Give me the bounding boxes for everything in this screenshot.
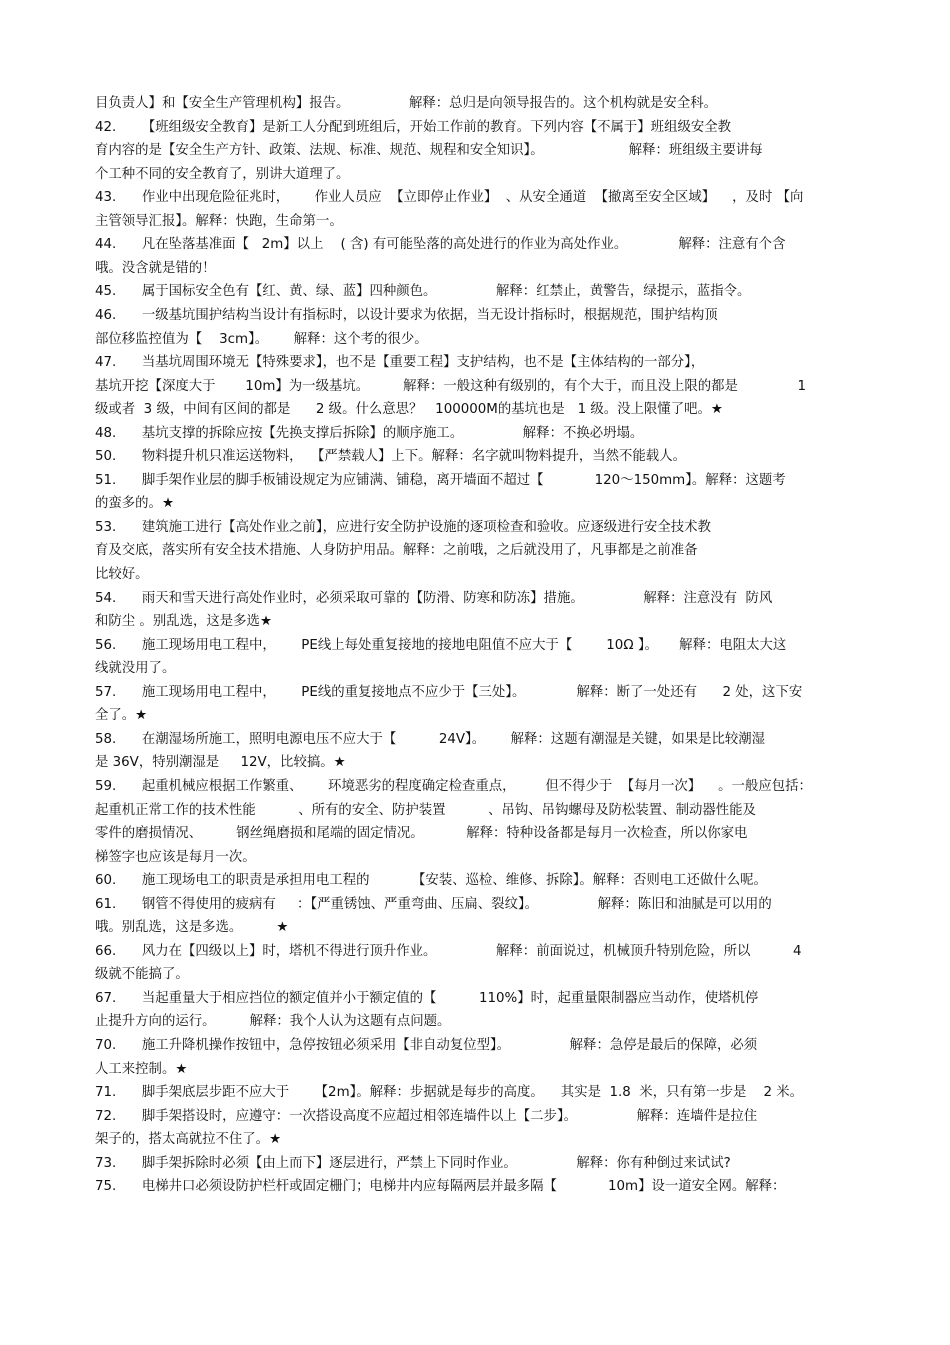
text-line: 目负责人】和【安全生产管理机构】报告。 解释：总归是向领导报告的。这个机构就是安全科。 — [95, 96, 717, 111]
text-line: 46. 一级基坑围护结构当设计有指标时，以设计要求为依据，当无设计指标时，根据规范，围护结构顶 — [95, 307, 718, 323]
text-line: 54. 雨天和雪天进行高处作业时，必须采取可靠的【防滑、防寒和防冻】措施。 解释：注意没有 防风 — [95, 590, 773, 606]
text-line: 53. 建筑施工进行【高处作业之前】，应进行安全防护设施的逐项检查和验收。应逐级进行安全技术教 — [95, 519, 711, 535]
text-line: 起重机正常工作的技术性能 、所有的安全、防护装置 、吊钩、吊钩螺母及防松装置、制动器性能及 — [95, 802, 756, 818]
text-line: 人工来控制。★ — [95, 1061, 188, 1077]
text-line: 56. 施工现场用电工程中， PE线上每处重复接地的接地电阻值不应大于【 10Ω 】。 解释：电阻太大这 — [95, 637, 787, 653]
text-line: 60. 施工现场电工的职责是承担用电工程的 【安装、巡检、维修、拆除】。解释：否则电工还做什么呢。 — [95, 873, 767, 889]
text-line: 48. 基坑支撑的拆除应按【先换支撑后拆除】的顺序施工。 解释：不换必坍塌。 — [95, 425, 644, 441]
text-line: 架子的，搭太高就拉不住了。★ — [95, 1132, 282, 1148]
text-line: 72. 脚手架搭设时，应遵守：一次搭设高度不应超过相邻连墙件以上【二步】。 解释：连墙件是拉住 — [95, 1108, 758, 1124]
text-line: 哦。别乱选，这是多选。 ★ — [95, 920, 289, 936]
text-line: 基坑开挖【深度大于 10m】为一级基坑。 解释：一般这种有级别的，有个大于，而且没上限的都是 1 — [95, 378, 807, 394]
text-line: 42. 【班组级安全教育】是新工人分配到班组后，开始工作前的教育。下列内容【不属于】班组级安全教 — [95, 119, 732, 135]
text-line: 级就不能搞了。 — [95, 967, 189, 983]
text-line: 75. 电梯井口必须设防护栏杆或固定栅门；电梯井内应每隔两层并最多隔【 10m】设一道安全网。解释： — [95, 1179, 786, 1195]
text-line: 级或者 3 级，中间有区间的都是 2 级。什么意思？ 100000M的基坑也是 1 级。没上限懂了吧。★ — [95, 402, 723, 418]
text-line: 零件的磨损情况、 钢丝绳磨损和尾端的固定情况。 解释：特种设备都是每月一次检查，所以你家电 — [95, 826, 748, 842]
text-line: 51. 脚手架作业层的脚手板铺设规定为应铺满、铺稳，离开墙面不超过【 120～150mm】。解释：这题考 — [95, 472, 786, 488]
text-line: 育及交底，落实所有安全技术措施、人身防护用品。解释：之前哦，之后就没用了，凡事都是之前准备 — [95, 543, 698, 559]
text-line: 44. 凡在坠落基准面【 2m】以上 ( 含) 有可能坠落的高处进行的作业为高处作业。 解释：注意有个含 — [95, 237, 786, 253]
text-line: 是 36V，特别潮湿是 12V，比较搞。★ — [95, 755, 346, 771]
text-line: 57. 施工现场用电工程中， PE线的重复接地点不应少于【三处】。 解释：断了一处还有 2 处，这下安 — [95, 684, 803, 700]
text-line: 的蛮多的。★ — [95, 496, 174, 512]
text-line: 主管领导汇报】。解释：快跑，生命第一。 — [95, 213, 343, 229]
text-line: 梯签字也应该是每月一次。 — [95, 849, 256, 865]
text-line: 止提升方向的运行。 解释：我个人认为这题有点问题。 — [95, 1014, 451, 1030]
text-line: 全了。★ — [95, 708, 148, 724]
text-line: 43. 作业中出现危险征兆时， 作业人员应 【立即停止作业】 、从安全通道 【撤离至安全区域】 ，及时 【向 — [95, 190, 804, 206]
text-line: 47. 当基坑周围环境无【特殊要求】，也不是【重要工程】支护结构，也不是【主体结构的一部分】， — [95, 355, 705, 371]
text-line: 和防尘 。别乱选，这是多选★ — [95, 614, 272, 630]
text-line: 个工种不同的安全教育了，别讲大道理了。 — [95, 166, 350, 182]
text-line: 58. 在潮湿场所施工，照明电源电压不应大于【 24V】。 解释：这题有潮湿是关键，如果是比较潮湿 — [95, 731, 766, 747]
text-line: 61. 钢管不得使用的疲病有 ：【严重锈蚀、严重弯曲、压扁、裂纹】。 解释：陈旧和油腻是可以用的 — [95, 896, 772, 912]
text-line: 比较好。 — [95, 567, 149, 582]
text-line: 71. 脚手架底层步距不应大于 【2m】。解释：步据就是每步的高度。 其实是 1.8 米，只有第一步是 2 米。 — [95, 1085, 804, 1101]
text-line: 部位移监控值为【 3cm】。 解释：这个考的很少。 — [95, 331, 428, 347]
text-line: 70. 施工升降机操作按钮中，急停按钮必须采用【非自动复位型】。 解释：急停是最后的保障，必须 — [95, 1038, 758, 1053]
text-line: 45. 属于国标安全色有【红、黄、绿、蓝】四种颜色。 解释：红禁止，黄警告，绿提示，蓝指令。 — [95, 284, 751, 300]
text-line: 73. 脚手架拆除时必须【由上而下】逐层进行，严禁上下同时作业。 解释：你有种倒过来试试? — [95, 1155, 731, 1171]
text-line: 67. 当起重量大于相应挡位的额定值并小于额定值的【 110%】时，起重量限制器应当动作，使塔机停 — [95, 990, 759, 1006]
text-line: 59. 起重机械应根据工作繁重、 环境恶劣的程度确定检查重点， 但不得少于 【每月一次】 。一般应包括： — [95, 778, 812, 794]
text-line: 哦。没含就是错的！ — [95, 260, 216, 276]
text-line: 66. 风力在【四级以上】时，塔机不得进行顶升作业。 解释：前面说过，机械顶升特别危险，所以 4 — [95, 943, 802, 959]
text-line: 50. 物料提升机只准运送物料， 【严禁载人】上下。解释：名字就叫物料提升，当然不能载人。 — [95, 449, 686, 465]
text-line: 线就没用了。 — [95, 661, 176, 677]
text-line: 育内容的是【安全生产方针、政策、法规、标准、规范、规程和安全知识】。 解释：班组级主要讲每 — [95, 143, 763, 159]
